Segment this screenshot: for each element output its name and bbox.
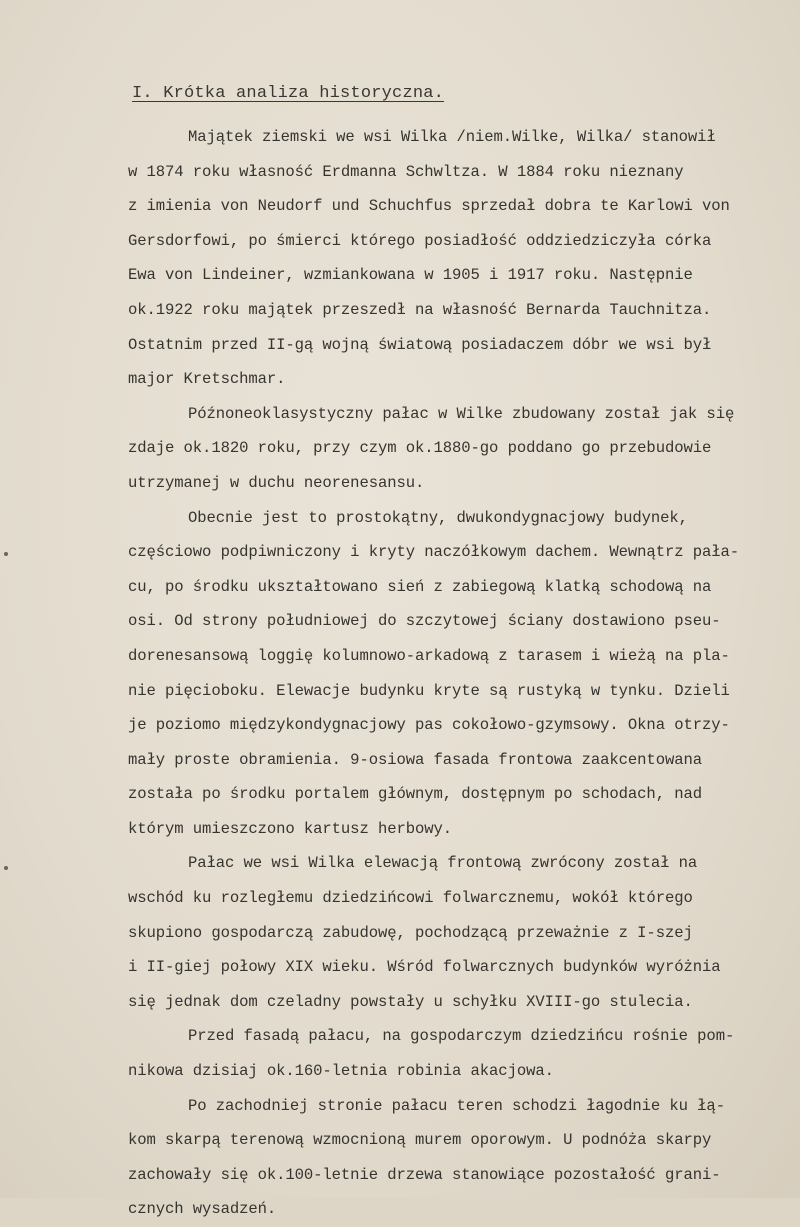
binding-hole-mark	[4, 866, 8, 870]
text-line: kom skarpą terenową wzmocnioną murem oporowym. U podnóża skarpy	[128, 1131, 712, 1150]
text-line: została po środku portalem głównym, dostępnym po schodach, nad	[128, 785, 702, 804]
text-line: osi. Od strony południowej do szczytowej ściany dostawiono pseu-	[128, 612, 721, 631]
text-line: częściowo podpiwniczony i kryty naczółkowym dachem. Wewnątrz pała-	[128, 543, 740, 562]
text-line: i II-giej połowy XIX wieku. Wśród folwarcznych budynków wyróżnia	[128, 958, 721, 977]
text-line: z imienia von Neudorf und Schuchfus sprzedał dobra te Karlowi von	[128, 197, 730, 216]
text-line: w 1874 roku własność Erdmanna Schwltza. W 1884 roku nieznany	[128, 162, 684, 181]
text-line: cznych wysadzeń.	[128, 1200, 277, 1219]
text-line: dorenesansową loggię kolumnowo-arkadową z tarasem i wieżą na pla-	[128, 646, 730, 665]
text-line: zachowały się ok.100-letnie drzewa stanowiące pozostałość grani-	[128, 1165, 721, 1184]
text-line: je poziomo międzykondygnacjowy pas cokołowo-gzymsowy. Okna otrzy-	[128, 716, 730, 735]
text-line: Majątek ziemski we wsi Wilka /niem.Wilke, Wilka/ stanowił	[188, 128, 716, 146]
text-line: Gersdorfowi, po śmierci którego posiadłość oddziedziczyła córka	[128, 231, 712, 250]
text-line: Po zachodniej stronie pałacu teren schodzi łagodnie ku łą-	[188, 1096, 725, 1115]
text-line: mały proste obramienia. 9-osiowa fasada frontowa zaakcentowana	[128, 750, 702, 769]
section-heading: I. Krótka analiza historyczna.	[132, 84, 445, 103]
text-line: nikowa dzisiaj ok.160-letnia robinia akacjowa.	[128, 1062, 554, 1081]
body-text	[128, 120, 788, 1227]
text-line: Późnoneoklasystyczny pałac w Wilke zbudowany został jak się	[188, 404, 735, 423]
text-line: Pałac we wsi Wilka elewacją frontową zwrócony został na	[188, 854, 698, 873]
text-line: Obecnie jest to prostokątny, dwukondygnacjowy budynek,	[188, 508, 688, 527]
text-line: cu, po środku ukształtowano sień z zabiegową klatką schodową na	[128, 577, 712, 596]
text-line: Ostatnim przed II-gą wojną światową posiadaczem dóbr we wsi był	[128, 335, 712, 354]
binding-hole-mark	[4, 552, 8, 556]
text-line: zdaje ok.1820 roku, przy czym ok.1880-go poddano go przebudowie	[128, 439, 712, 458]
text-line: Przed fasadą pałacu, na gospodarczym dziedzińcu rośnie pom-	[188, 1027, 735, 1046]
text-line: skupiono gospodarczą zabudowę, pochodzącą przeważnie z I-szej	[128, 923, 693, 942]
text-line: się jednak dom czeladny powstały u schyłku XVIII-go stulecia.	[128, 992, 693, 1011]
text-line: którym umieszczono kartusz herbowy.	[128, 819, 453, 838]
text-line: major Kretschmar.	[128, 370, 286, 389]
text-line: Ewa von Lindeiner, wzmiankowana w 1905 i 1917 roku. Następnie	[128, 266, 693, 285]
text-line: ok.1922 roku majątek przeszedł na własność Bernarda Tauchnitza.	[128, 300, 712, 319]
text-line: utrzymanej w duchu neorenesansu.	[128, 473, 425, 492]
text-line: nie pięcioboku. Elewacje budynku kryte są rustyką w tynku. Dzieli	[128, 681, 730, 700]
text-line: wschód ku rozległemu dziedzińcowi folwarcznemu, wokół którego	[128, 889, 693, 908]
